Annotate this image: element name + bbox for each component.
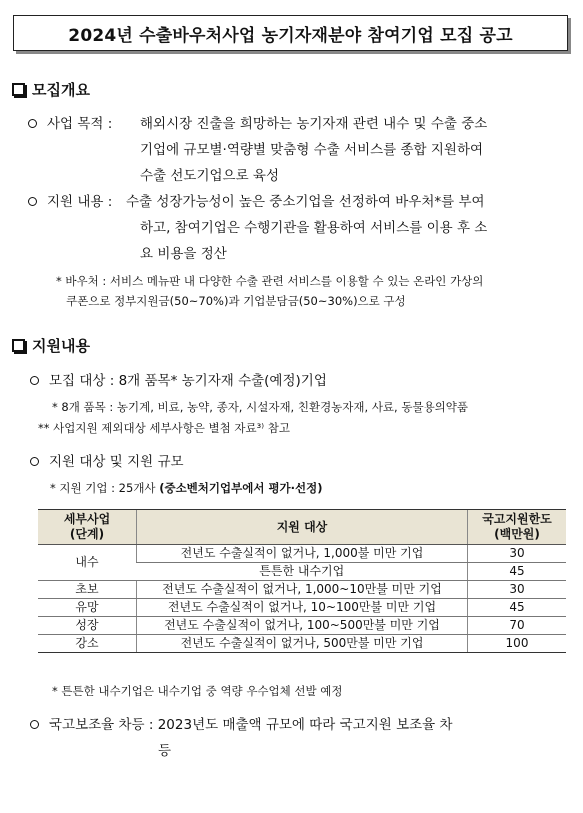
cell-stage: 유망 (38, 599, 137, 617)
page-title: 2024년 수출바우처사업 농기자재분야 참여기업 모집 공고 (68, 25, 513, 46)
purpose-row (28, 111, 112, 137)
support-table (38, 509, 566, 653)
circle-bullet-icon (30, 457, 39, 466)
purpose-line: 기업에 규모별·역량별 맞춤형 수출 서비스를 종합 지원하여 (140, 142, 484, 158)
table-header-row (38, 510, 566, 545)
target-line: 모집 대상 : 8개 품목* 농기자재 수출(예정)기업 (49, 373, 327, 389)
table-row (38, 617, 566, 635)
cell-limit: 100 (468, 635, 567, 653)
table-row (38, 545, 566, 563)
purpose-line: 해외시장 진출을 희망하는 농기자재 관련 내수 및 수출 중소 (140, 116, 488, 132)
header-stage (38, 510, 137, 545)
cell-limit: 30 (468, 581, 567, 599)
voucher-note: 쿠폰으로 정부지원금(50~70%)과 기업분담금(50~30%)으로 구성 (66, 294, 406, 308)
title-box (13, 15, 568, 51)
cell-stage: 강소 (38, 635, 137, 653)
header-limit-line: (백만원) (494, 527, 540, 541)
subsidy-line: 국고보조율 차등 : 2023년도 매출액 규모에 따라 국고지원 보조율 차 (49, 717, 453, 733)
cell-stage: 성장 (38, 617, 137, 635)
cell-stage: 초보 (38, 581, 137, 599)
circle-bullet-icon (30, 720, 39, 729)
header-stage-line: 세부사업 (63, 512, 111, 526)
table-row (38, 599, 566, 617)
subsidy-row (30, 712, 453, 738)
item-note: * 8개 품목 : 농기계, 비료, 농약, 종자, 시설자재, 친환경농자재, 사료, 동물용의약품 (52, 400, 469, 414)
strong-note: * 튼튼한 내수기업은 내수기업 중 역량 우수업체 선발 예정 (52, 684, 343, 698)
section-title: 지원내용 (32, 337, 90, 355)
scale-row (30, 449, 184, 475)
content-line: 요 비용을 정산 (140, 246, 227, 262)
content-line: 수출 성장가능성이 높은 중소기업을 선정하여 바우처*를 부여 (126, 194, 485, 210)
company-note-text: * 지원 기업 : 25개사 (50, 481, 160, 495)
cell-limit: 45 (468, 563, 567, 581)
table-row (38, 581, 566, 599)
cell-target: 전년도 수출실적이 없거나, 100~500만불 미만 기업 (137, 617, 468, 635)
checkbox-square-icon (12, 339, 25, 352)
cell-stage: 내수 (38, 545, 137, 581)
section-heading-support (12, 335, 90, 356)
scale-line: 지원 대상 및 지원 규모 (49, 454, 184, 470)
header-limit-line: 국고지원한도 (482, 512, 552, 526)
circle-bullet-icon (30, 376, 39, 385)
header-limit (468, 510, 567, 545)
cell-target: 전년도 수출실적이 없거나, 1,000~10만불 미만 기업 (137, 581, 468, 599)
content-label: 지원 내용 : (47, 194, 113, 210)
cell-target: 전년도 수출실적이 없거나, 10~100만불 미만 기업 (137, 599, 468, 617)
section-heading-overview (12, 79, 90, 100)
company-note (50, 479, 323, 498)
purpose-label: 사업 목적 : (47, 116, 113, 132)
target-row (30, 368, 327, 394)
cell-target: 전년도 수출실적이 없거나, 500만불 미만 기업 (137, 635, 468, 653)
header-stage-line: (단계) (69, 527, 105, 541)
content-row (28, 189, 112, 215)
circle-bullet-icon (28, 119, 37, 128)
voucher-note: * 바우처 : 서비스 메뉴판 내 다양한 수출 관련 서비스를 이용할 수 있는 온라인 가상의 (56, 274, 484, 288)
header-target: 지원 대상 (137, 510, 468, 545)
cell-limit: 45 (468, 599, 567, 617)
content-line: 하고, 참여기업은 수행기관을 활용하여 서비스를 이용 후 소 (140, 220, 488, 236)
cell-target: 전년도 수출실적이 없거나, 1,000불 미만 기업 (137, 545, 468, 563)
purpose-line: 수출 선도기업으로 육성 (140, 168, 279, 184)
table-row (38, 635, 566, 653)
cell-target: 튼튼한 내수기업 (137, 563, 468, 581)
cell-limit: 70 (468, 617, 567, 635)
cell-limit: 30 (468, 545, 567, 563)
subsidy-line: 등 (158, 743, 172, 759)
circle-bullet-icon (28, 197, 37, 206)
section-title: 모집개요 (32, 81, 90, 99)
checkbox-square-icon (12, 83, 25, 96)
exclude-note: ** 사업지원 제외대상 세부사항은 별첨 자료³⁾ 참고 (38, 421, 290, 435)
company-note-bold: (중소벤처기업부에서 평가·선정) (159, 481, 323, 495)
